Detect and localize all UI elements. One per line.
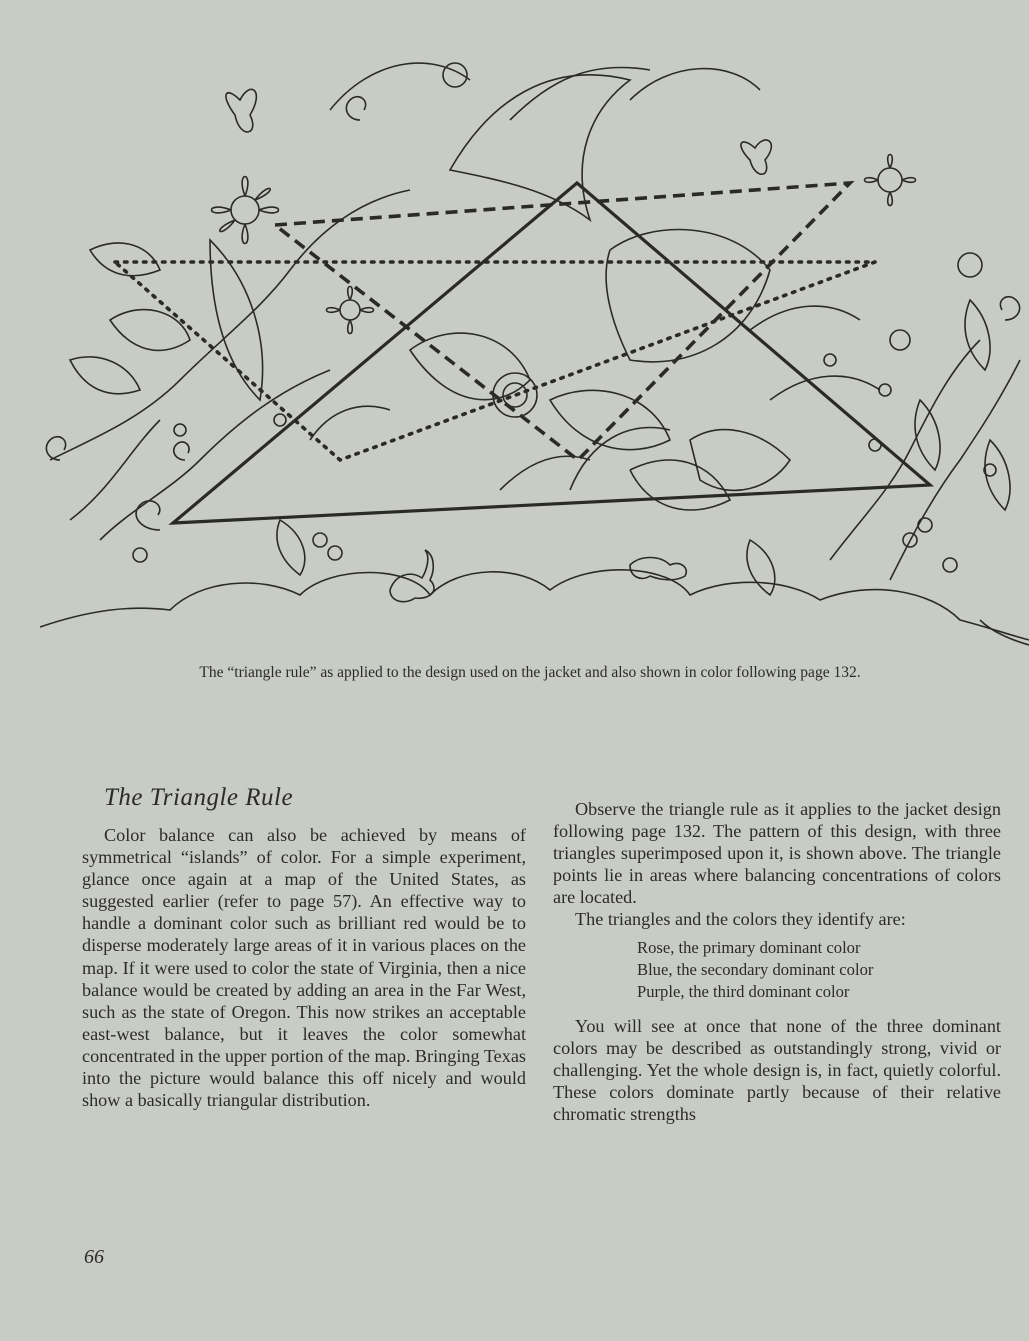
central-leaf — [450, 75, 630, 220]
ground-hills — [40, 570, 1029, 640]
left-paragraph: Color balance can also be achieved by means of symmetrical “islands” of color. For a simple experiment, glance once again at a map of the United States, as suggested earlier (refer to page 57). An effective way to handle a dominant color such as brilliant red would be to disperse moderately large areas of it in various places on the map. If it were used to color the state of Virginia, then a nice balance would be created by adding an area in the Far West, such as the state of Oregon. This now strikes an acceptable east-west balance, but it leaves the color somewhat concentrated in the upper portion of the map. Bringing Texas into the picture would balance this off nicely and would show a basically triangular distribution. — [82, 825, 526, 1111]
flower-right — [878, 168, 902, 192]
flower-left — [231, 196, 259, 224]
page-number: 66 — [84, 1246, 104, 1268]
list-item: Purple, the third dominant color — [637, 981, 850, 1001]
list-item: Blue, the secondary dominant color — [637, 959, 874, 979]
right-column — [553, 798, 1001, 1125]
large-leaf-left — [210, 240, 263, 400]
triangle-dotted — [115, 262, 875, 460]
large-leaf-right — [606, 230, 770, 362]
figure-caption: The “triangle rule” as applied to the design used on the jacket and also shown in color following page 132. — [199, 664, 861, 681]
list-item: Rose, the primary dominant color — [637, 937, 861, 957]
right-paragraph-2: The triangles and the colors they identify are: — [575, 909, 906, 930]
left-column — [82, 824, 526, 1111]
vine-left — [50, 190, 410, 460]
butterfly-icon — [226, 89, 256, 132]
right-paragraph-1: Observe the triangle rule as it applies to the jacket design following page 132. The pattern of this design, with three triangles superimposed upon it, is shown above. The triangle points lie in areas where balancing concentrations of colors are located. — [553, 799, 1001, 908]
flower-center — [340, 300, 360, 320]
embroidery-design-illustration — [30, 20, 1029, 660]
deer-icon — [630, 558, 686, 580]
right-paragraph-3: You will see at once that none of the three dominant colors may be described as outstandingly strong, vivid or challenging. Yet the whole design is, in fact, quietly colorful. These colors dominate partly because of their relative chromatic strengths — [553, 1015, 1001, 1124]
color-list — [637, 937, 1001, 1003]
section-heading: The Triangle Rule — [104, 784, 294, 811]
